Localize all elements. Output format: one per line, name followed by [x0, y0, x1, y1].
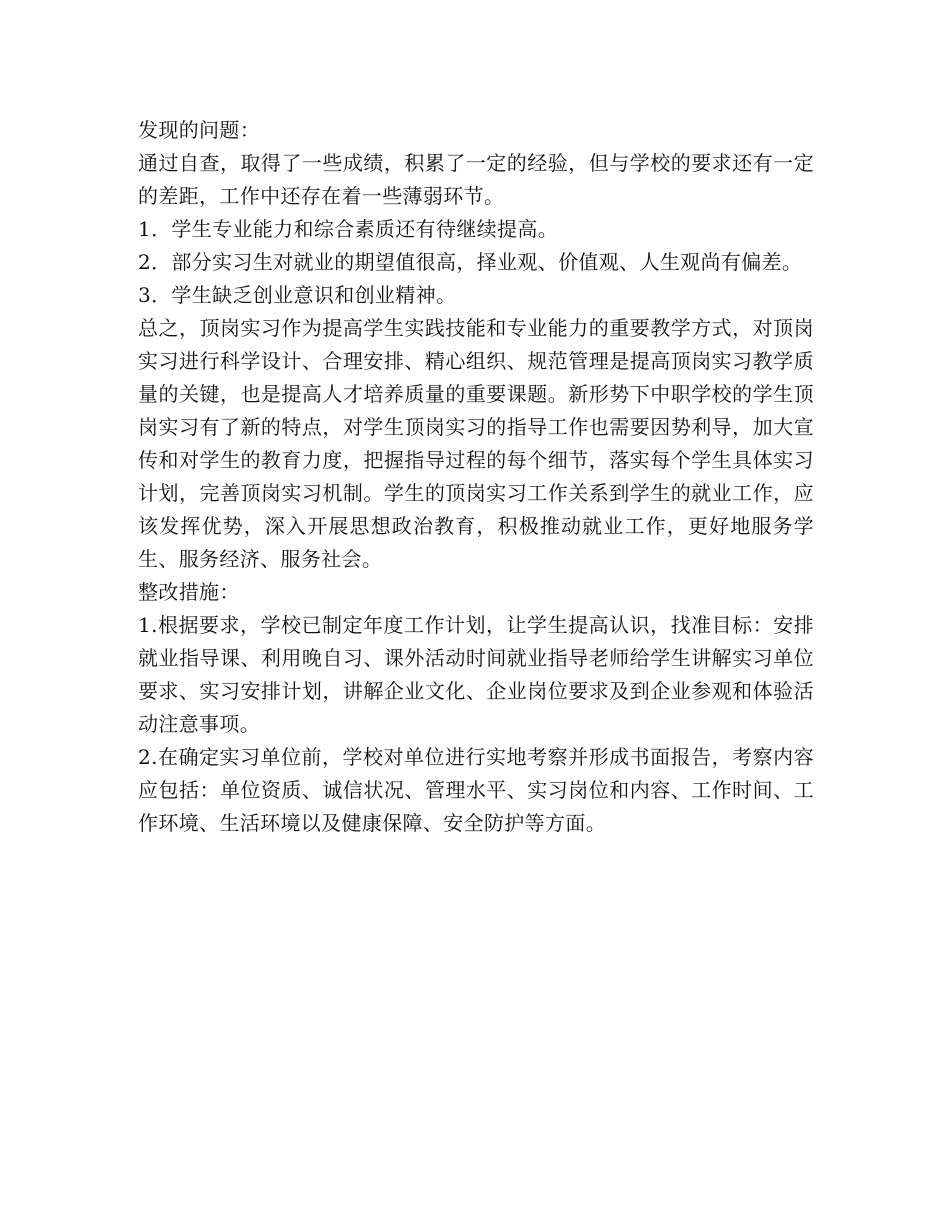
- paragraph-self-inspection: 通过自查，取得了一些成绩，积累了一定的经验，但与学校的要求还有一定的差距，工作中还存在着一些薄弱环节。: [138, 151, 814, 208]
- list-item-problem-3: 3．学生缺乏创业意识和创业精神。: [138, 283, 457, 307]
- paragraph-summary: 总之，顶岗实习作为提高学生实践技能和专业能力的重要教学方式，对顶岗实习进行科学设计、合理安排、精心组织、规范管理是提高顶岗实习教学质量的关键，也是提高人才培养质量的重要课题。新形势下中职学校的学生顶岗实习有了新的特点，对学生顶岗实习的指导工作也需要因势利导，加大宣传和对学生的教育力度，把握指导过程的每个细节，落实每个学生具体实习计划，完善顶岗实习机制。学生的顶岗实习工作关系到学生的就业工作，应该发挥优势，深入开展思想政治教育，积极推动就业工作，更好地服务学生、服务经济、服务社会。: [138, 316, 814, 571]
- list-item-measure-1: 1.根据要求，学校已制定年度工作计划，让学生提高认识，找准目标：安排就业指导课、利用晚自习、课外活动时间就业指导老师给学生讲解实习单位要求、实习安排计划，讲解企业文化、企业岗位要求及到企业参观和体验活动注意事项。: [138, 613, 814, 736]
- list-item-problem-1: 1．学生专业能力和综合素质还有待继续提高。: [138, 217, 559, 241]
- document-body: [138, 114, 814, 840]
- list-item-problem-2: 2．部分实习生对就业的期望值很高，择业观、价值观、人生观尚有偏差。: [138, 250, 803, 274]
- list-item-measure-2: 2.在确定实习单位前，学校对单位进行实地考察并形成书面报告，考察内容应包括：单位资质、诚信状况、管理水平、实习岗位和内容、工作时间、工作环境、生活环境以及健康保障、安全防护等方面。: [138, 745, 814, 835]
- heading-rectification-measures: 整改措施：: [138, 580, 240, 604]
- heading-problems-found: 发现的问题：: [138, 118, 261, 142]
